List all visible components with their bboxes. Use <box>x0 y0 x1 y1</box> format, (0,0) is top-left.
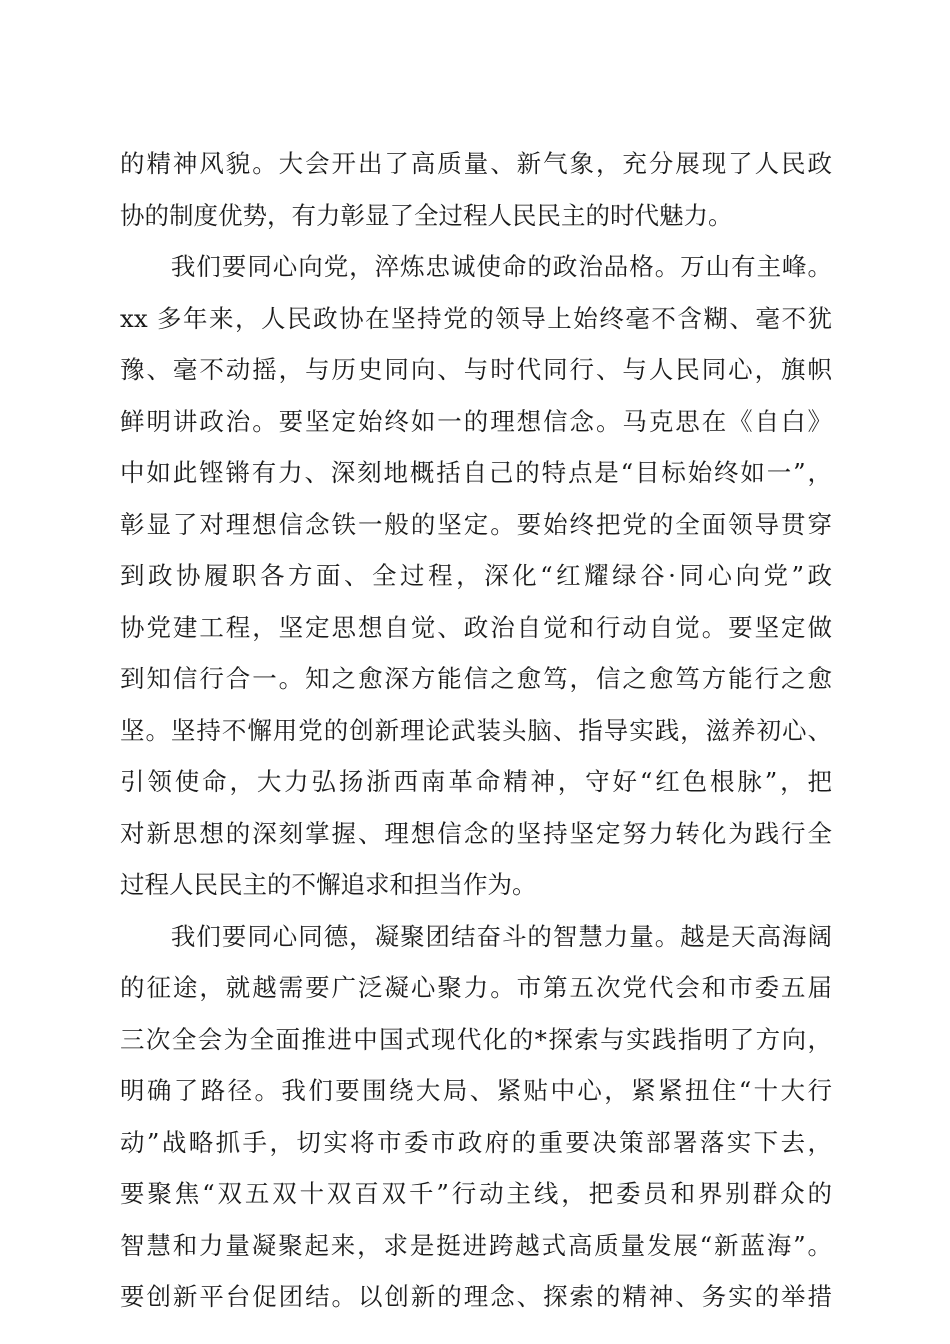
text-line: 到知信行合一。知之愈深方能信之愈笃，信之愈笃方能行之愈 <box>120 664 832 693</box>
text-line: 要创新平台促团结。以创新的理念、探索的精神、务实的举措 <box>120 1282 832 1311</box>
paragraph-3 <box>120 911 832 1323</box>
document-body <box>120 138 832 1323</box>
text-line: 到政协履职各方面、全过程，深化“红耀绿谷·同心向党”政 <box>120 561 832 590</box>
text-line: 要聚焦“双五双十双百双千”行动主线，把委员和界别群众的 <box>120 1179 832 1208</box>
text-line: xx 多年来，人民政协在坚持党的领导上始终毫不含糊、毫不犹 <box>120 303 832 333</box>
text-line: 对新思想的深刻掌握、理想信念的坚持坚定努力转化为践行全 <box>120 818 832 848</box>
text-line: 明确了路径。我们要围绕大局、紧贴中心，紧紧扭住“十大行 <box>120 1076 832 1105</box>
text-line: 中如此铿锵有力、深刻地概括自己的特点是“目标始终如一”， <box>120 458 832 487</box>
paragraph-1 <box>120 138 832 241</box>
text-line: 我们要同心向党，淬炼忠诚使命的政治品格。万山有主峰。 <box>120 252 832 281</box>
text-line: 的精神风貌。大会开出了高质量、新气象，充分展现了人民政 <box>120 149 832 178</box>
text-line: 协党建工程，坚定思想自觉、政治自觉和行动自觉。要坚定做 <box>120 612 832 642</box>
text-line: 动”战略抓手，切实将市委市政府的重要决策部署落实下去， <box>120 1127 832 1157</box>
text-line: 过程人民民主的不懈追求和担当作为。 <box>120 870 537 899</box>
text-line: 彰显了对理想信念铁一般的坚定。要始终把党的全面领导贯穿 <box>120 509 832 539</box>
text-line: 坚。坚持不懈用党的创新理论武装头脑、指导实践，滋养初心、 <box>120 715 832 745</box>
text-line: 鲜明讲政治。要坚定始终如一的理想信念。马克思在《自白》 <box>120 406 832 436</box>
text-line: 协的制度优势，有力彰显了全过程人民民主的时代魅力。 <box>120 200 733 230</box>
text-line: 的征途，就越需要广泛凝心聚力。市第五次党代会和市委五届 <box>120 973 832 1002</box>
text-line: 豫、毫不动摇，与历史同向、与时代同行、与人民同心，旗帜 <box>120 355 832 384</box>
text-line: 我们要同心同德，凝聚团结奋斗的智慧力量。越是天高海阔 <box>120 921 832 951</box>
text-line: 三次全会为全面推进中国式现代化的*探索与实践指明了方向， <box>120 1024 832 1054</box>
text-line: 引领使命，大力弘扬浙西南革命精神，守好“红色根脉”，把 <box>120 767 832 796</box>
paragraph-2 <box>120 241 832 911</box>
text-line: 智慧和力量凝聚起来，求是挺进跨越式高质量发展“新蓝海”。 <box>120 1230 832 1260</box>
